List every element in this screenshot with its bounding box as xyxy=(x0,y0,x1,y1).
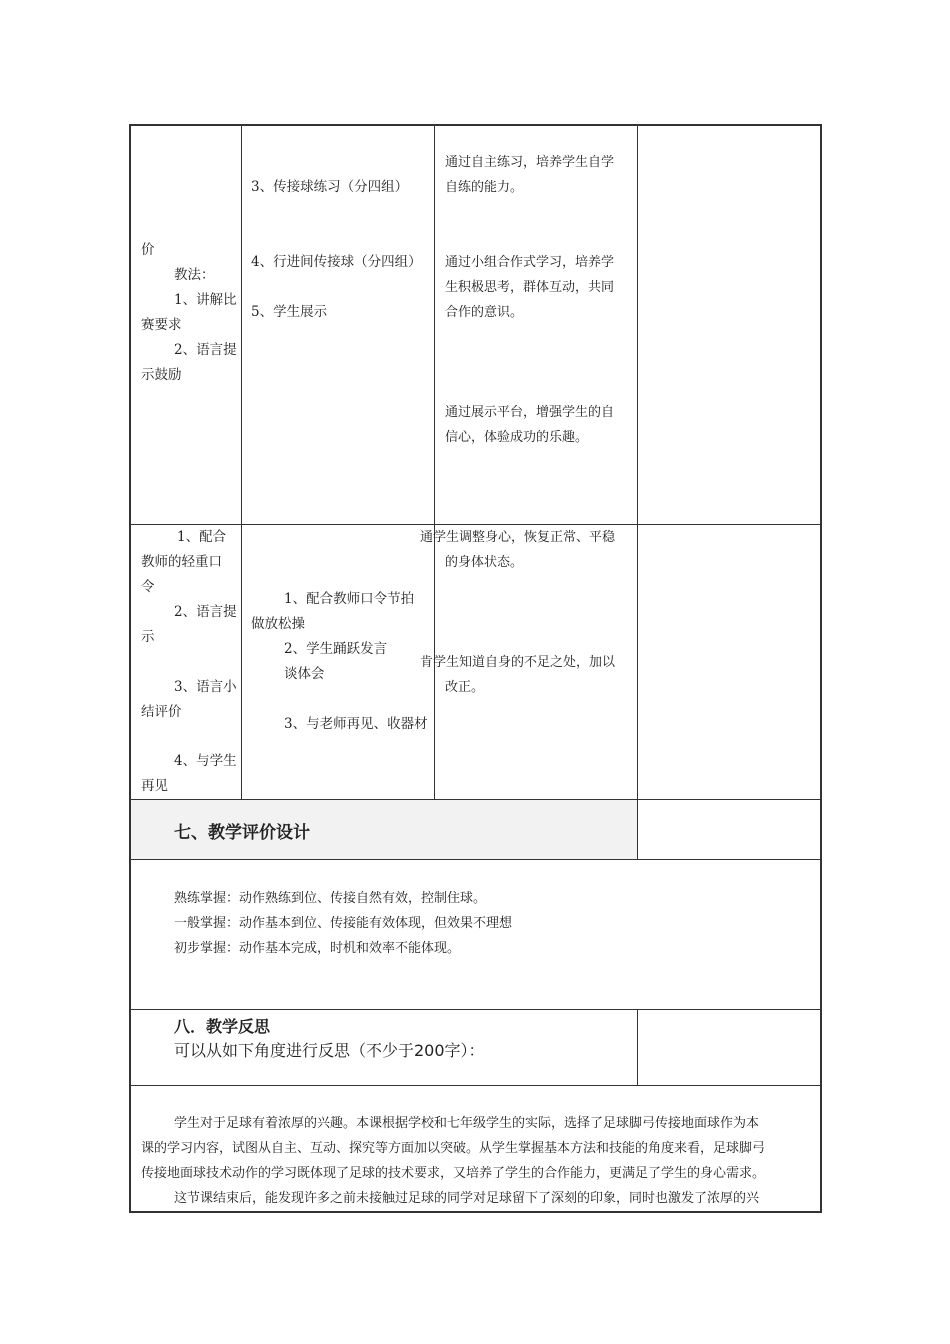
section7-line: 初步掌握：动作基本完成，时机和效率不能体现。 xyxy=(174,941,461,956)
section8-title: 八．教学反思 xyxy=(174,1017,271,1036)
row-line-2 xyxy=(129,799,822,800)
row1-col1-line: 示鼓励 xyxy=(141,367,182,383)
row1-col3-line: 自练的能力。 xyxy=(445,180,524,195)
reflection-line: 传接地面球技术动作的学习既体现了足球的技术要求，又培养了学生的合作能力，更满足了学生的身心需求。 xyxy=(141,1166,766,1181)
row2-col1-line: 结评价 xyxy=(141,704,182,720)
row2-col2-line: 2、学生踊跃发言 xyxy=(284,641,388,657)
row2-col1-line: 教师的轻重口 xyxy=(141,554,222,570)
row2-col1-line: 2、语言提 xyxy=(174,604,237,620)
row1-col1-line: 赛要求 xyxy=(141,317,182,333)
row2-col1-line: 令 xyxy=(141,579,155,595)
row1-col3-line: 信心，体验成功的乐趣。 xyxy=(445,430,589,445)
row-line-5 xyxy=(129,1085,822,1086)
row1-col3-line: 生积极思考，群体互动，共同 xyxy=(445,280,615,295)
col-line-3 xyxy=(637,124,638,860)
row1-col2-line: 4、行进间传接球（分四组） xyxy=(251,254,422,270)
table-border-left xyxy=(129,124,131,1212)
row2-col1-line: 再见 xyxy=(141,778,168,794)
row2-col2-line: 谈体会 xyxy=(284,666,325,682)
row1-col2-line: 3、传接球练习（分四组） xyxy=(251,179,409,195)
row2-col3-line: 改正。 xyxy=(445,680,485,695)
row2-col3-line: 的身体状态。 xyxy=(445,555,524,570)
section7-title: 七、教学评价设计 xyxy=(174,823,310,843)
table-border-top xyxy=(129,124,822,126)
table-border-bottom xyxy=(129,1211,822,1213)
reflection-line: 课的学习内容，试图从自主、互动、探究等方面加以突破。从学生掌握基本方法和技能的角度来看，足球脚弓 xyxy=(141,1141,766,1156)
section8-subtitle: 可以从如下角度进行反思（不少于200字）： xyxy=(174,1041,485,1060)
row1-col1-line: 价 xyxy=(141,242,155,258)
section7-line: 一般掌握：动作基本到位、传接能有效体现，但效果不理想 xyxy=(174,916,513,931)
row1-col1-line: 1、讲解比 xyxy=(174,292,237,308)
row2-col1-line: 1、配合 xyxy=(177,529,227,545)
row1-col1-line: 2、语言提 xyxy=(174,342,237,358)
row1-col1-line: 教法： xyxy=(174,267,215,283)
table-border-right xyxy=(820,124,822,1212)
col-line-2 xyxy=(434,124,435,800)
row2-col3-line: 肯学生知道自身的不足之处，加以 xyxy=(420,655,616,670)
row2-col2-line: 做放松操 xyxy=(251,616,305,632)
reflection-line: 这节课结束后，能发现许多之前未接触过足球的同学对足球留下了深刻的印象，同时也激发了浓厚的兴 xyxy=(174,1191,760,1206)
row-line-4 xyxy=(129,1009,822,1010)
row2-col3-line: 通学生调整身心，恢复正常、平稳 xyxy=(420,530,616,545)
row1-col2-line: 5、学生展示 xyxy=(251,304,328,320)
section7-line: 熟练掌握：动作熟练到位、传接自然有效，控制住球。 xyxy=(174,891,487,906)
row1-col3-line: 通过展示平台，增强学生的自 xyxy=(445,405,615,420)
col-line-1 xyxy=(241,124,242,800)
row2-col1-line: 示 xyxy=(141,629,155,645)
col-line-section8 xyxy=(637,1009,638,1085)
row2-col2-line: 3、与老师再见、收器材 xyxy=(284,716,428,732)
row1-col3-line: 合作的意识。 xyxy=(445,305,524,320)
row-line-3 xyxy=(129,859,822,860)
row1-col3-line: 通过自主练习，培养学生自学 xyxy=(445,155,615,170)
row2-col2-line: 1、配合教师口令节拍 xyxy=(284,591,415,607)
row1-col3-line: 通过小组合作式学习，培养学 xyxy=(445,255,615,270)
row2-col1-line: 4、与学生 xyxy=(174,753,237,769)
reflection-line: 学生对于足球有着浓厚的兴趣。本课根据学校和七年级学生的实际，选择了足球脚弓传接地面球作为本 xyxy=(174,1116,760,1131)
row2-col1-line: 3、语言小 xyxy=(174,679,237,695)
